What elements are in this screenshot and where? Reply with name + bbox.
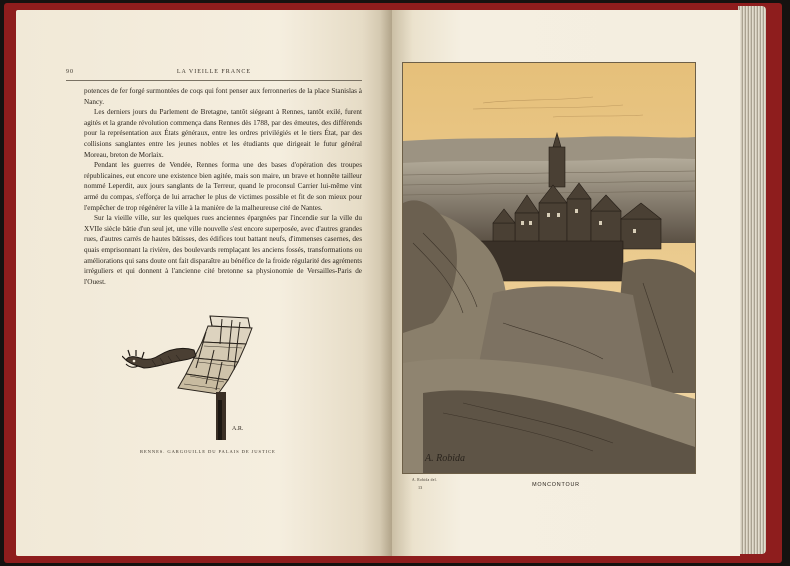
paragraph: potences de fer forgé surmontées de coqs qui font penser aux ferronneries de la place Stanislas à Nancy. <box>84 87 362 106</box>
paragraph: Les derniers jours du Parlement de Bretagne, tantôt siégeant à Rennes, tantôt exilé, furent agités et la grande révolution commença dans Rennes dès 1788, par des émeutes, des différends pour la représentation aux États généraux, entre les ordres privilégiés et le tiers État, par des collisions sanglantes entre les jeunes nobles et les étudiants que dirigeait le futur général Moreau, breton de Morlaix. <box>84 108 362 159</box>
page-number: 90 <box>66 69 74 75</box>
running-head <box>66 66 362 81</box>
paragraph: Pendant les guerres de Vendée, Rennes forma une des bases d'opération des troupes républicaines, eut encore une existence bien agitée, mais son maire, un brave et honnête tailleur nommé Leperdit, aux jours sanglants de la Terreur, quand le proconsul Carrier lui-même vint armé du compas, s'efforça de lui arracher le plus de victimes possible et fit de son mieux pour l'empêcher de trop régénérer la ville à la manière de la malheureuse cité de Nantes. <box>84 161 362 212</box>
plate-credit: A. Robida del. <box>412 478 438 482</box>
plate-signature: A. Robida <box>425 453 465 464</box>
illustration-initials: A.R. <box>232 426 244 432</box>
illustration-caption: RENNES. GARGOUILLE DU PALAIS DE JUSTICE <box>140 449 276 454</box>
plate-number: 13 <box>418 485 423 490</box>
running-title: LA VIEILLE FRANCE <box>176 69 252 75</box>
page-edges <box>738 6 766 554</box>
body-text <box>84 86 362 287</box>
paragraph: Sur la vieille ville, sur les quelques rues anciennes épargnées par l'incendie sur la ville du XVIIe siècle bâtie d'un seul jet, une ville nouvelle s'est encore superposée, avec d'autres grandes rues, d'autres carrés de hautes bâtisses, des édifices tout battant neufs, d'immenses casernes, des quais emprisonnant la rivière, des boulevards remplaçant les anciens fossés, transformations ou améliorations qui sans doute ont fait disparaître au bénéfice de la froide régularité des agréments irréguliers et qui donnent à l'ancienne cité bretonne sa physionomie de Versailles-Paris de l'Ouest. <box>84 214 362 286</box>
plate-title: MONCONTOUR <box>532 482 580 488</box>
gargoyle-illustration <box>122 310 262 442</box>
moncontour-plate <box>402 62 696 474</box>
